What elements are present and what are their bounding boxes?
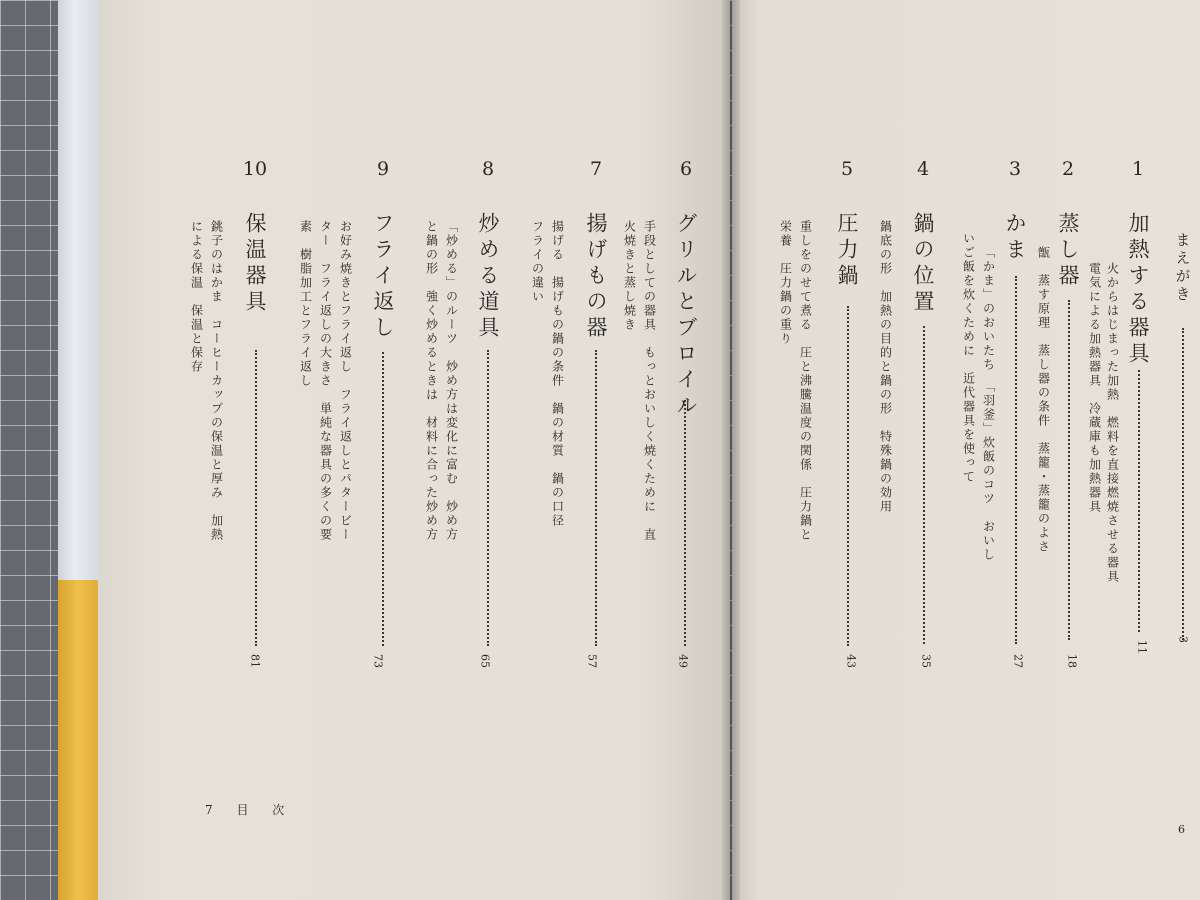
chapter-number: 5 [840, 158, 854, 180]
chapter-number: 8 [481, 158, 495, 180]
right-page-folio: 6 [1178, 823, 1185, 836]
chapter-subtopics-line-1: 手段としての器具 もっとおいしく焼くために 直 [642, 220, 657, 542]
chapter-subtopics-line-1: お好み焼きとフライ返し フライ返しとパタービー [338, 220, 353, 542]
chapter-subtopics-line-3: 素 樹脂加工とフライ返し [298, 220, 313, 388]
dot-leader [684, 400, 686, 646]
chapter-number: 4 [916, 158, 930, 180]
chapter-number: 3 [1008, 158, 1022, 180]
dot-leader [1182, 328, 1184, 640]
dot-leader [487, 350, 489, 646]
dot-leader [1138, 370, 1140, 632]
dot-leader [595, 350, 597, 646]
dot-leader [255, 350, 257, 646]
chapter-number: 1 [1131, 158, 1145, 180]
chapter-subtopics-line-2: 電気による加熱器具 冷蔵庫も加熱器具 [1087, 262, 1102, 514]
chapter-number: 10 [242, 158, 268, 180]
chapter-title: 炒める道具 [476, 212, 500, 342]
cover-yellow-band [58, 580, 98, 900]
chapter-number: 6 [679, 158, 693, 180]
chapter-number: 7 [589, 158, 603, 180]
dot-leader [1015, 276, 1017, 644]
chapter-page-number: 27 [1011, 654, 1025, 668]
chapter-title: 蒸し器 [1056, 212, 1080, 290]
chapter-subtopics-line-1: 銚子のはかま コーヒーカップの保温と厚み 加熱 [209, 220, 224, 542]
chapter-title: グリルとブロイル [674, 212, 698, 420]
chapter-subtopics-line-2: いご飯を炊くために 近代器具を使って [961, 232, 976, 484]
chapter-subtopics-line-1: 甑 蒸す原理 蒸し器の条件 蒸籠・蒸籠のよさ [1036, 246, 1051, 554]
dot-leader [1068, 300, 1070, 640]
chapter-subtopics-line-1: 「炒める」のルーツ 炒め方は変化に富む 炒め方 [444, 220, 459, 542]
chapter-subtopics-line-2: フライの違い [530, 220, 545, 304]
chapter-title: 鍋の位置 [911, 212, 935, 316]
chapter-page-number: 49 [676, 654, 690, 668]
chapter-page-number: 73 [371, 654, 385, 668]
chapter-number: 9 [376, 158, 390, 180]
preface-title: まえがき [1173, 232, 1192, 304]
dot-leader [923, 326, 925, 644]
book-gutter [722, 0, 740, 900]
chapter-title: 加熱する器具 [1126, 212, 1150, 368]
chapter-page-number: 81 [248, 654, 262, 668]
left-page [98, 0, 730, 900]
chapter-subtopics-line-2: 火焼きと蒸し焼き [622, 220, 637, 332]
chapter-subtopics-line-1: 重しをのせて煮る 圧と沸騰温度の関係 圧力鍋と [798, 220, 813, 542]
chapter-page-number: 18 [1065, 654, 1079, 668]
chapter-page-number: 43 [844, 654, 858, 668]
chapter-title: 保温器具 [243, 212, 267, 316]
chapter-page-number: 57 [585, 654, 599, 668]
preface-page-number: 3 [1176, 636, 1190, 643]
left-page-folio: 7 目 次 [205, 803, 295, 817]
chapter-subtopics-line-1: 揚げる 揚げもの鍋の条件 鍋の材質 鍋の口径 [550, 220, 565, 528]
chapter-page-number: 11 [1135, 640, 1149, 654]
chapter-subtopics-line-1: 「かま」のおいたち 「羽釜」炊飯のコツ おいし [981, 246, 996, 562]
dot-leader [382, 352, 384, 646]
chapter-page-number: 35 [919, 654, 933, 668]
chapter-subtopics-line-2: による保温 保温と保存 [189, 220, 204, 374]
chapter-subtopics-line-1: 鍋底の形 加熱の目的と鍋の形 特殊鍋の効用 [878, 220, 893, 514]
chapter-subtopics-line-2: 栄養 圧力鍋の重り [778, 220, 793, 346]
chapter-title: 揚げもの器 [584, 212, 608, 342]
chapter-title: 圧力鍋 [835, 212, 859, 290]
dot-leader [847, 306, 849, 646]
chapter-page-number: 65 [478, 654, 492, 668]
chapter-subtopics-line-2: ター フライ返しの大きさ 単純な器具の多くの要 [318, 220, 333, 542]
chapter-subtopics-line-2: と鍋の形 強く炒めるときは 材料に合った炒め方 [424, 220, 439, 542]
chapter-title: フライ返し [371, 212, 395, 342]
chapter-subtopics-line-1: 火からはじまった加熱 燃料を直接燃焼させる器具 [1105, 262, 1120, 584]
chapter-title: かま [1003, 212, 1027, 264]
chapter-number: 2 [1061, 158, 1075, 180]
